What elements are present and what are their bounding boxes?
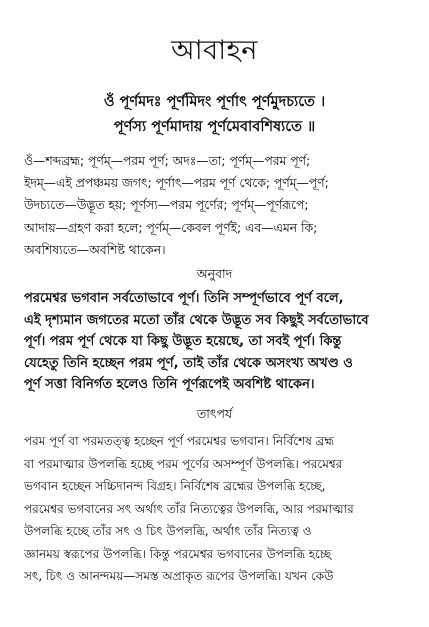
purport-line: সৎ, চিৎ ও আনন্দময়—সমস্ত অপ্রাকৃত রূপের উপলব্ধি। যখন কেউ <box>24 569 334 583</box>
purport-line: উপলব্ধি হচ্ছে তাঁর সৎ ও চিৎ উপলব্ধি, অর্থাৎ তাঁর নিত্যত্ব ও <box>24 524 312 538</box>
purport-line: পরমেশ্বর ভগবানের সৎ অর্থাৎ তাঁর নিত্যত্বের উপলব্ধি, আর পরমাত্মার <box>24 501 354 516</box>
translation-line: পূর্ণ। পরম পূর্ণ থেকে যা কিছু উদ্ভূত হয়েছে, তা সবই পূর্ণ। কিন্তু <box>24 334 342 349</box>
synonym-line: অবশিষ্যতে—অবশিষ্ট থাকেন। <box>24 242 166 257</box>
page-title: আবাহন <box>171 35 258 66</box>
purport-line: পরম পূর্ণ বা পরমতত্ত্ব হচ্ছেন পূর্ণ পরমেশ্বর ভগবান। নির্বিশেষ ব্রহ্ম <box>24 434 334 448</box>
sanskrit-mantra <box>0 90 429 140</box>
mantra-line: পূর্ণস্য পূর্ণমাদায় পূর্ণমেবাবশিষ্যতে ॥ <box>113 119 316 135</box>
mantra-line: ওঁ পূর্ণমদঃ পূর্ণমিদং পূর্ণাৎ পূর্ণমুদচ্যতে । <box>103 94 326 110</box>
translation-line: পূর্ণ সত্তা বিনির্গত হলেও তিনি পূর্ণরূপেই অবশিষ্ট থাকেন। <box>24 377 315 392</box>
synonym-line: ইদম্—এই প্রপঞ্চময় জগৎ; পূর্ণাৎ—পরম পূর্ণ থেকে; পূর্ণম্—পূর্ণ; <box>24 176 329 191</box>
translation-line: এই দৃশ্যমান জগতের মতো তাঁর থেকে উদ্ভূত সব কিছুই সর্বতোভাবে <box>24 312 369 328</box>
purport-line: বা পরমাত্মার উপলব্ধি হচ্ছে পরম পূর্ণের অসম্পূর্ণ উপলব্ধি। পরমেশ্বর <box>24 456 343 471</box>
purport-line: ভগবান হচ্ছেন সচ্চিদানন্দ বিগ্রহ। নির্বিশেষ ব্রহ্মের উপলব্ধি হচ্ছে, <box>24 479 326 493</box>
synonym-line: উদচ্যতে—উদ্ভূত হয়; পূর্ণস্য—পরম পূর্ণের; পূর্ণম্—পূর্ণরূপে; <box>24 198 309 213</box>
synonym-line: ওঁ—শব্দব্রহ্ম; পূর্ণম্—পরম পূর্ণ; অদঃ—তা; পূর্ণম্—পরম পূর্ণ; <box>24 154 311 168</box>
translation-text <box>24 288 407 396</box>
purport-line: জ্ঞানময় স্বরূপের উপলব্ধি। কিন্তু পরমেশ্বর ভগবানের উপলব্ধি হচ্ছে <box>24 546 332 561</box>
purport-heading: তাৎপর্য <box>196 406 233 421</box>
synonym-line: আদায়—গ্রহণ করা হলে; পূর্ণম্—কেবল পূর্ণই; এব—এমন কি; <box>24 220 318 235</box>
translation-line: যেহেতু তিনি হচ্ছেন পরম পূর্ণ, তাই তাঁর থেকে অসংখ্য অখণ্ড ও <box>24 355 353 371</box>
word-synonyms <box>24 150 407 261</box>
purport-text <box>24 430 407 588</box>
translation-heading: অনুবাদ <box>196 266 233 281</box>
translation-line: পরমেশ্বর ভগবান সর্বতোভাবে পূর্ণ। তিনি সম্পূর্ণভাবে পূর্ণ বলে, <box>24 291 344 306</box>
